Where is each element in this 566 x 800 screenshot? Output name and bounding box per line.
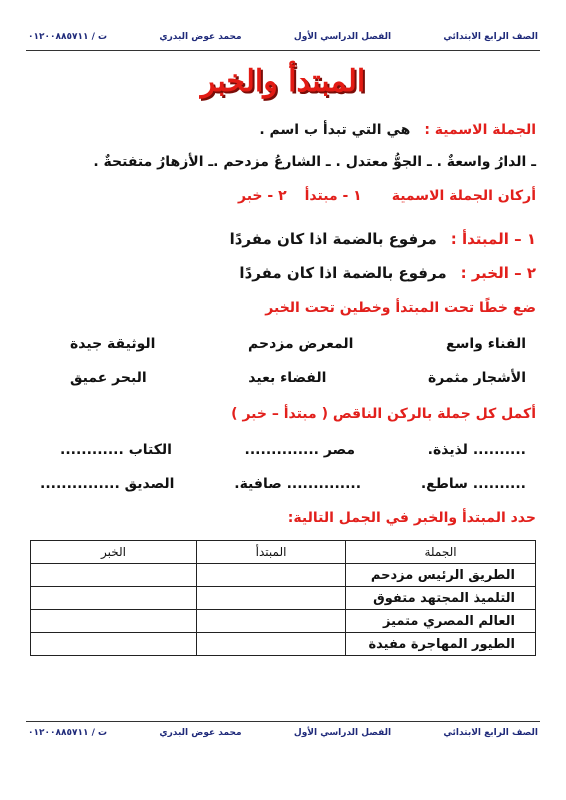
footer-phone: ت / ٠١٢٠٠٨٨٥٧١١	[28, 728, 108, 738]
ex1-item: الأشجار مثمرة	[427, 370, 526, 386]
ex2-item: .......... ساطع.	[420, 476, 526, 492]
ex1-item: الوثيقة جيدة	[70, 336, 156, 352]
table-row	[31, 610, 536, 633]
col-header-khabar: الخبر	[31, 541, 197, 564]
mubtada-answer-cell[interactable]	[197, 587, 346, 610]
ex1-item: المعرض مزدحم	[248, 336, 354, 352]
ex2-item: .............. صافية.	[234, 476, 362, 492]
sentence-cell: الطريق الرئيس مزدحم	[346, 564, 536, 587]
header-teacher: محمد عوض البدري	[159, 32, 242, 42]
ex2-item: الكتاب ............	[60, 442, 172, 458]
footer-grade: الصف الرابع الابتدائي	[443, 728, 538, 738]
rule2-label: ٢ – الخبر :	[460, 264, 536, 282]
mubtada-answer-cell[interactable]	[197, 564, 346, 587]
header-phone: ت / ٠١٢٠٠٨٨٥٧١١	[28, 32, 108, 42]
ex2-item: .......... لذيذة.	[427, 442, 526, 458]
col-header-mubtada: المبتدأ	[197, 541, 346, 564]
sentence-cell: التلميذ المجتهد متفوق	[346, 587, 536, 610]
page-title: المبتدأ والخبر	[200, 64, 366, 99]
khabar-answer-cell[interactable]	[31, 564, 197, 587]
ex2-item: مصر ..............	[244, 442, 356, 458]
sentence-cell: العالم المصري متميز	[346, 610, 536, 633]
ex1-item: الفضاء بعيد	[248, 370, 327, 386]
pillars-label: أركان الجملة الاسمية	[391, 188, 536, 204]
definition-text: هي التي تبدأ ب اسم .	[259, 122, 411, 138]
pillar-two: ٢ - خبر	[238, 188, 287, 204]
ex2-item: الصديق ...............	[40, 476, 175, 492]
header-divider	[26, 50, 540, 51]
rule-mubtada	[30, 230, 536, 248]
rule2-text: مرفوع بالضمة اذا كان مفردًا	[239, 264, 447, 282]
rule1-label: ١ – المبتدأ :	[450, 230, 536, 248]
table-row	[31, 564, 536, 587]
rule1-text: مرفوع بالضمة اذا كان مفردًا	[229, 230, 437, 248]
pillar-one: ١ - مبتدأ	[304, 188, 362, 204]
mubtada-answer-cell[interactable]	[197, 610, 346, 633]
exercise3-instruction: حدد المبتدأ والخبر في الجمل التالية:	[287, 510, 536, 526]
exercise2-instruction: أكمل كل جملة بالركن الناقص ( مبتدأ – خبر )	[231, 406, 536, 422]
table-row	[31, 587, 536, 610]
table-header-row	[31, 541, 536, 564]
khabar-answer-cell[interactable]	[31, 587, 197, 610]
header-term: الفصل الدراسي الأول	[293, 32, 392, 42]
page-footer	[28, 728, 538, 738]
footer-divider	[26, 721, 540, 722]
ex1-item: البحر عميق	[70, 370, 147, 386]
khabar-answer-cell[interactable]	[31, 610, 197, 633]
page-header	[28, 32, 538, 42]
rule-khabar	[30, 264, 536, 282]
khabar-answer-cell[interactable]	[31, 633, 197, 656]
table-row	[31, 633, 536, 656]
exercise2-row1	[30, 442, 536, 458]
pillars-line	[30, 188, 536, 204]
header-grade: الصف الرابع الابتدائي	[443, 32, 538, 42]
exercise1-row2	[30, 370, 536, 386]
definition-line	[30, 122, 536, 138]
definition-label: الجملة الاسمية :	[424, 122, 536, 138]
exercise1-row1	[30, 336, 536, 352]
mubtada-answer-cell[interactable]	[197, 633, 346, 656]
exercise2-row2	[30, 476, 536, 492]
col-header-sentence: الجملة	[346, 541, 536, 564]
footer-teacher: محمد عوض البدري	[159, 728, 242, 738]
analysis-table	[30, 540, 536, 656]
footer-term: الفصل الدراسي الأول	[293, 728, 392, 738]
sentence-cell: الطيور المهاجرة مفيدة	[346, 633, 536, 656]
examples-line: ـ الدارُ واسعةٌ . ـ الجوُّ معتدل . ـ الشارعُ مزدحم .ـ الأزهارُ متفتحةٌ .	[93, 154, 536, 170]
ex1-item: الفناء واسع	[446, 336, 526, 352]
exercise1-instruction: ضع خطًا تحت المبتدأ وخطين تحت الخبر	[265, 300, 536, 316]
